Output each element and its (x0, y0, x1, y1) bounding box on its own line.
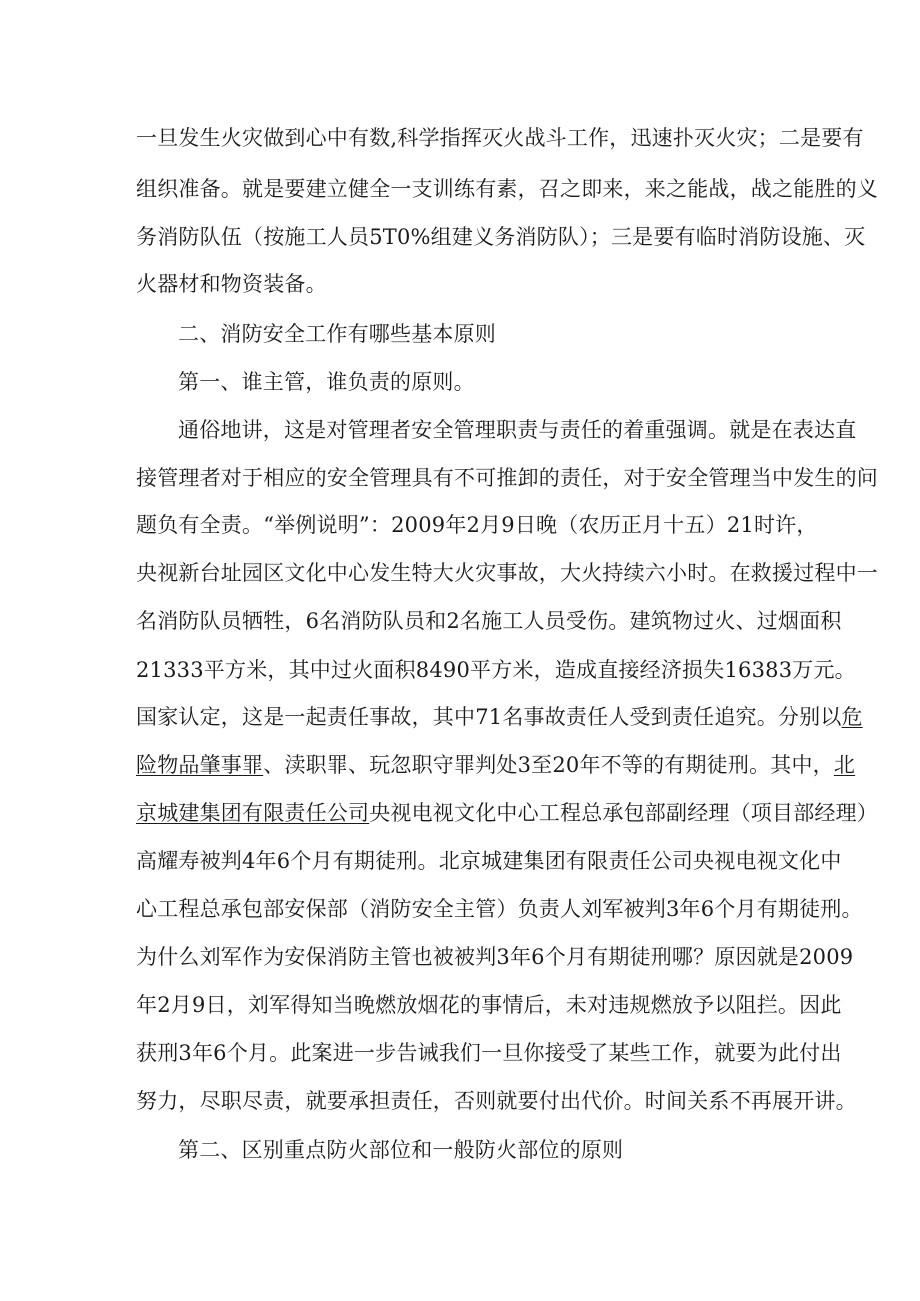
company-link-part-2[interactable]: 京城建集团有限责任公司 (136, 801, 370, 825)
paragraph-2-line-7 (136, 702, 863, 732)
line-7-text: 国家认定，这是一起责任事故，其中71名事故责任人受到责任追究。分别以 (136, 705, 842, 729)
paragraph-2-line-10: 高耀寿被判4年6个月有期徒刑。北京城建集团有限责任公司央视电视文化中 (136, 849, 842, 873)
paragraph-2-line-9 (136, 798, 879, 828)
paragraph-2-line-8 (136, 750, 856, 780)
line-8-text: 、渎职罪、玩忽职守罪判处3至20年不等的有期徒刑。其中， (263, 753, 834, 777)
paragraph-2-line-6: 21333平方米，其中过火面积8490平方米，造成直接经济损失16383万元。 (136, 658, 856, 682)
paragraph-2-line-3: 题负有全责。“举例说明”：2009年2月9日晚（农历正月十五）21时许， (136, 513, 818, 537)
principle-1-title: 第一、谁主管，谁负责的原则。 (178, 370, 475, 394)
principle-2-title: 第二、区别重点防火部位和一般防火部位的原则 (178, 1138, 624, 1162)
paragraph-2-line-15: 努力，尽职尽责，就要承担责任，否则就要付出代价。时间关系不再展开讲。 (136, 1089, 857, 1113)
paragraph-2-line-2: 接管理者对于相应的安全管理具有不可推卸的责任，对于安全管理当中发生的问 (136, 466, 878, 490)
line-9-text: 央视电视文化中心工程总承包部副经理（项目部经理） (369, 801, 879, 825)
company-link-part-1[interactable]: 北 (833, 753, 856, 777)
paragraph-1-line-3: 务消防队伍（按施工人员5T0%组建义务消防队）；三是要有临时消防设施、灭 (136, 225, 866, 249)
paragraph-2-line-1: 通俗地讲，这是对管理者安全管理职责与责任的着重强调。就是在表达直 (178, 418, 857, 442)
section-heading-principles: 二、消防安全工作有哪些基本原则 (178, 322, 496, 346)
paragraph-2-line-5: 名消防队员牺牲，6名消防队员和2名施工人员受伤。建筑物过火、过烟面积 (136, 609, 842, 633)
paragraph-1-line-2: 组织准备。就是要建立健全一支训练有素，召之即来，来之能战，战之能胜的义 (136, 177, 878, 201)
paragraph-1-line-1: 一旦发生火灾做到心中有数,科学指挥灭火战斗工作，迅速扑灭火灾；二是要有 (136, 126, 864, 150)
paragraph-2-line-11: 心工程总承包部安保部（消防安全主管）负责人刘军被判3年6个月有期徒刑。 (136, 897, 863, 921)
paragraph-2-line-13: 年2月9日，刘军得知当晚燃放烟花的事情后，未对违规燃放予以阻拦。因此 (136, 993, 842, 1017)
paragraph-2-line-4: 央视新台址园区文化中心发生特大火灾事故，大火持续六小时。在救援过程中一 (136, 561, 878, 585)
paragraph-1-line-4: 火器材和物资装备。 (136, 272, 327, 296)
hazard-crime-link-part-1[interactable]: 危 (841, 705, 863, 729)
paragraph-2-line-12: 为什么刘军作为安保消防主管也被被判3年6个月有期徒刑哪？原因就是2009 (136, 945, 854, 969)
paragraph-2-line-14: 获刑3年6个月。此案进一步告诫我们一旦你接受了某些工作，就要为此付出 (136, 1041, 842, 1065)
hazard-crime-link-part-2[interactable]: 险物品肇事罪 (136, 753, 264, 777)
